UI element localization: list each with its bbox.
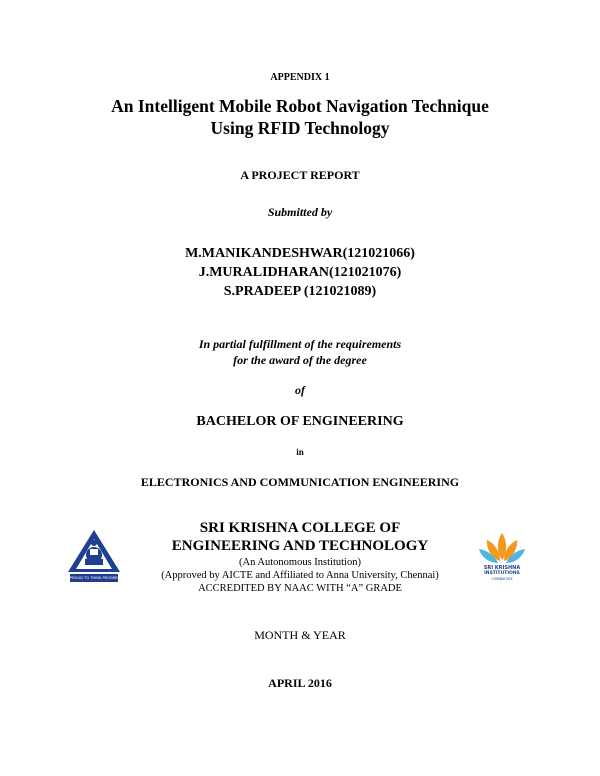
- submission-date: APRIL 2016: [268, 676, 332, 690]
- college-name-line-1: SRI KRISHNA COLLEGE OF: [199, 520, 401, 536]
- emblem-motto: PROUD TO THINK PROGRESS: [70, 576, 122, 580]
- fulfillment-line-1: In partial fulfillment of the requirements: [198, 337, 402, 351]
- title-line-2: Using RFID Technology: [210, 118, 390, 138]
- submitted-by: Submitted by: [267, 205, 333, 219]
- autonomous-label: (An Autonomous Institution): [239, 557, 361, 568]
- logo-sub: INSTITUTIONS: [484, 571, 520, 576]
- degree: BACHELOR OF ENGINEERING: [196, 414, 404, 429]
- approval-label: (Approved by AICTE and Affiliated to Anna University, Chennai): [161, 570, 439, 581]
- student-1: M.MANIKANDESHWAR(121021066): [185, 246, 415, 261]
- logo-name: SRI KRISHNA: [483, 565, 521, 571]
- of-label: of: [295, 383, 305, 397]
- lotus-icon: [476, 530, 528, 566]
- sri-krishna-logo: [476, 530, 528, 584]
- appendix-label: APPENDIX 1: [270, 72, 330, 83]
- accreditation-label: ACCREDITED BY NAAC WITH “A” GRADE: [198, 583, 402, 594]
- title-line-1: An Intelligent Mobile Robot Navigation Technique: [111, 96, 489, 116]
- student-2: J.MURALIDHARAN(121021076): [198, 265, 402, 280]
- student-3: S.PRADEEP (121021089): [223, 284, 377, 299]
- fulfillment-line-2: for the award of the degree: [233, 353, 367, 367]
- in-label: in: [296, 447, 304, 457]
- college-name-line-2: ENGINEERING AND TECHNOLOGY: [171, 538, 429, 554]
- department: ELECTRONICS AND COMMUNICATION ENGINEERING: [140, 475, 460, 489]
- logo-city: COIMBATORE: [491, 577, 513, 581]
- report-type: A PROJECT REPORT: [240, 168, 360, 182]
- month-year-label: MONTH & YEAR: [254, 628, 346, 642]
